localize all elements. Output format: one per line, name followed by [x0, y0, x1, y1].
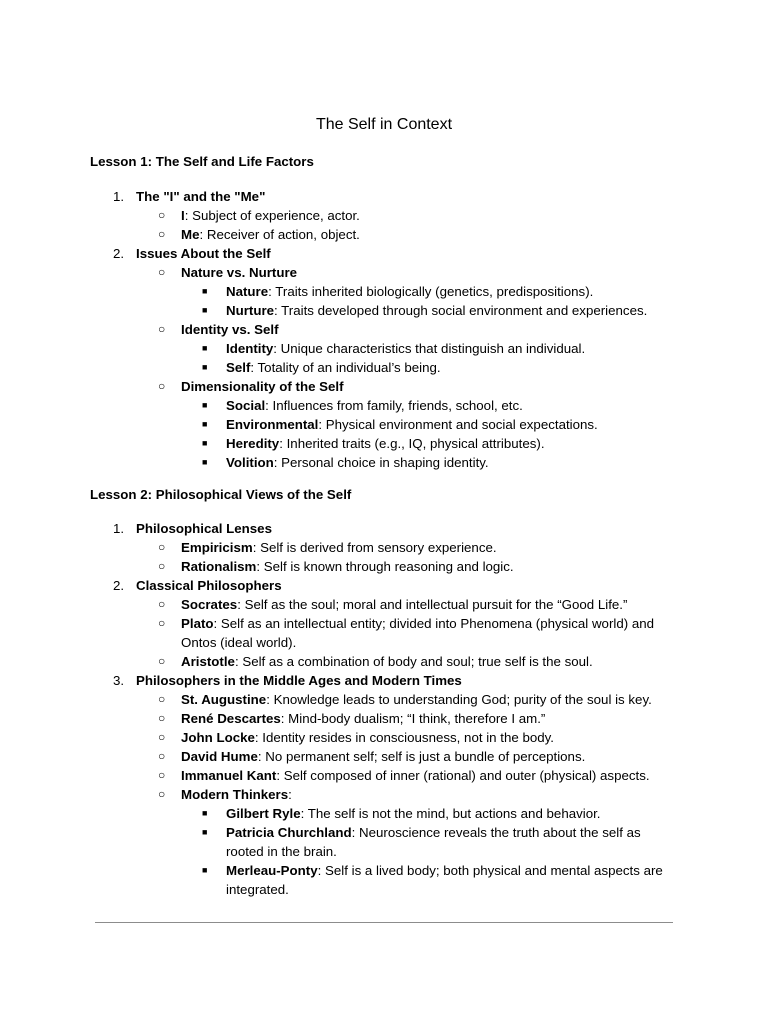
- section-middle-ages-modern: [0, 671, 768, 690]
- definition: : Neuroscience reveals the truth about the self as rooted in the brain.: [226, 825, 641, 859]
- list-item-descartes: [0, 709, 768, 728]
- list-item-volition: [0, 453, 768, 472]
- list-item-nurture: [0, 301, 768, 320]
- hollow-circle-bullet-icon: ○: [158, 787, 166, 801]
- square-bullet-icon: ■: [202, 438, 208, 448]
- term: Environmental: [226, 417, 319, 432]
- square-bullet-icon: ■: [202, 419, 208, 429]
- hollow-circle-bullet-icon: ○: [158, 265, 166, 279]
- term: I: [181, 208, 185, 223]
- definition: : Inherited traits (e.g., IQ, physical attributes).: [279, 436, 545, 451]
- section-philosophical-lenses: [0, 519, 768, 538]
- hollow-circle-bullet-icon: ○: [158, 768, 166, 782]
- section-title: The "I" and the "Me": [136, 189, 266, 204]
- definition: : The self is not the mind, but actions and behavior.: [300, 806, 601, 821]
- definition: :: [288, 787, 292, 802]
- term: Plato: [181, 616, 214, 631]
- square-bullet-icon: ■: [202, 457, 208, 467]
- term: Aristotle: [181, 654, 235, 669]
- list-item-i: [0, 206, 768, 225]
- term: Rationalism: [181, 559, 257, 574]
- list-item-patricia-churchland: [0, 823, 768, 861]
- hollow-circle-bullet-icon: ○: [158, 597, 166, 611]
- list-item-aristotle: [0, 652, 768, 671]
- definition: : Self is derived from sensory experience.: [252, 540, 497, 555]
- section-issues-about-self: [0, 244, 768, 263]
- definition: : Self is a lived body; both physical and mental aspects are integrated.: [226, 863, 663, 897]
- list-item-plato: [0, 614, 768, 652]
- definition: : Personal choice in shaping identity.: [273, 455, 489, 470]
- list-item-social: [0, 396, 768, 415]
- hollow-circle-bullet-icon: ○: [158, 711, 166, 725]
- term: Identity: [226, 341, 274, 356]
- lesson-2-heading: Lesson 2: Philosophical Views of the Self: [90, 487, 352, 502]
- definition: : Traits inherited biologically (genetics, predispositions).: [268, 284, 594, 299]
- term: Nature: [226, 284, 269, 299]
- subsection-title: Identity vs. Self: [181, 322, 279, 337]
- list-item-john-locke: [0, 728, 768, 747]
- term: David Hume: [181, 749, 258, 764]
- term: Patricia Churchland: [226, 825, 352, 840]
- definition: : Subject of experience, actor.: [184, 208, 360, 223]
- square-bullet-icon: ■: [202, 343, 208, 353]
- hollow-circle-bullet-icon: ○: [158, 749, 166, 763]
- list-item-empiricism: [0, 538, 768, 557]
- definition: : Influences from family, friends, school, etc.: [265, 398, 523, 413]
- section-title: Classical Philosophers: [136, 578, 282, 593]
- term: René Descartes: [181, 711, 281, 726]
- square-bullet-icon: ■: [202, 400, 208, 410]
- term: Heredity: [226, 436, 280, 451]
- section-title: Issues About the Self: [136, 246, 271, 261]
- definition: : Identity resides in consciousness, not in the body.: [254, 730, 554, 745]
- horizontal-divider: [95, 922, 673, 923]
- list-item-environmental: [0, 415, 768, 434]
- list-number: 2.: [113, 578, 125, 593]
- list-item-david-hume: [0, 747, 768, 766]
- list-item-nature-vs-nurture: [0, 263, 768, 282]
- definition: : Self as an intellectual entity; divided into Phenomena (physical world) and Ontos (ideal world).: [181, 616, 655, 650]
- term: St. Augustine: [181, 692, 267, 707]
- hollow-circle-bullet-icon: ○: [158, 559, 166, 573]
- lesson-2-list: [0, 519, 768, 899]
- list-item-socrates: [0, 595, 768, 614]
- hollow-circle-bullet-icon: ○: [158, 654, 166, 668]
- square-bullet-icon: ■: [202, 362, 208, 372]
- section-title: Philosophical Lenses: [136, 521, 272, 536]
- hollow-circle-bullet-icon: ○: [158, 322, 166, 336]
- definition: : Self as a combination of body and soul; true self is the soul.: [234, 654, 593, 669]
- list-number: 2.: [113, 246, 125, 261]
- square-bullet-icon: ■: [202, 865, 208, 875]
- definition: : Receiver of action, object.: [199, 227, 360, 242]
- list-item-rationalism: [0, 557, 768, 576]
- term: Socrates: [181, 597, 238, 612]
- list-item-self: [0, 358, 768, 377]
- list-item-st-augustine: [0, 690, 768, 709]
- definition: : Physical environment and social expectations.: [318, 417, 598, 432]
- definition: : Self composed of inner (rational) and outer (physical) aspects.: [276, 768, 650, 783]
- square-bullet-icon: ■: [202, 305, 208, 315]
- term: John Locke: [181, 730, 255, 745]
- subsection-title: Dimensionality of the Self: [181, 379, 344, 394]
- term: Self: [226, 360, 251, 375]
- lesson-1-heading: Lesson 1: The Self and Life Factors: [90, 154, 314, 169]
- list-item-me: [0, 225, 768, 244]
- definition: : No permanent self; self is just a bundle of perceptions.: [257, 749, 586, 764]
- hollow-circle-bullet-icon: ○: [158, 379, 166, 393]
- square-bullet-icon: ■: [202, 827, 208, 837]
- section-i-and-me: [0, 187, 768, 206]
- hollow-circle-bullet-icon: ○: [158, 208, 166, 222]
- definition: : Unique characteristics that distinguish an individual.: [273, 341, 586, 356]
- list-item-immanuel-kant: [0, 766, 768, 785]
- term: Empiricism: [181, 540, 253, 555]
- term: Immanuel Kant: [181, 768, 277, 783]
- list-item-modern-thinkers: [0, 785, 768, 804]
- list-item-heredity: [0, 434, 768, 453]
- definition: : Self as the soul; moral and intellectual pursuit for the “Good Life.”: [237, 597, 628, 612]
- list-item-identity-vs-self: [0, 320, 768, 339]
- term: Me: [181, 227, 200, 242]
- definition: : Totality of an individual’s being.: [250, 360, 441, 375]
- definition: : Traits developed through social environment and experiences.: [274, 303, 648, 318]
- list-item-nature: [0, 282, 768, 301]
- list-number: 1.: [113, 521, 125, 536]
- term: Modern Thinkers: [181, 787, 289, 802]
- definition: : Knowledge leads to understanding God; purity of the soul is key.: [266, 692, 652, 707]
- square-bullet-icon: ■: [202, 808, 208, 818]
- hollow-circle-bullet-icon: ○: [158, 730, 166, 744]
- document-title: The Self in Context: [315, 116, 453, 133]
- list-item-merleau-ponty: [0, 861, 768, 899]
- list-item-gilbert-ryle: [0, 804, 768, 823]
- subsection-title: Nature vs. Nurture: [181, 265, 298, 280]
- list-item-identity: [0, 339, 768, 358]
- definition: : Self is known through reasoning and logic.: [256, 559, 514, 574]
- hollow-circle-bullet-icon: ○: [158, 616, 166, 630]
- term: Volition: [226, 455, 274, 470]
- section-classical-philosophers: [0, 576, 768, 595]
- hollow-circle-bullet-icon: ○: [158, 227, 166, 241]
- hollow-circle-bullet-icon: ○: [158, 540, 166, 554]
- list-number: 1.: [113, 189, 125, 204]
- section-title: Philosophers in the Middle Ages and Modern Times: [136, 673, 462, 688]
- term: Gilbert Ryle: [226, 806, 301, 821]
- square-bullet-icon: ■: [202, 286, 208, 296]
- term: Social: [226, 398, 266, 413]
- term: Nurture: [226, 303, 275, 318]
- list-number: 3.: [113, 673, 125, 688]
- list-item-dimensionality: [0, 377, 768, 396]
- hollow-circle-bullet-icon: ○: [158, 692, 166, 706]
- definition: : Mind-body dualism; “I think, therefore I am.”: [280, 711, 546, 726]
- lesson-1-list: [0, 187, 768, 472]
- term: Merleau-Ponty: [226, 863, 318, 878]
